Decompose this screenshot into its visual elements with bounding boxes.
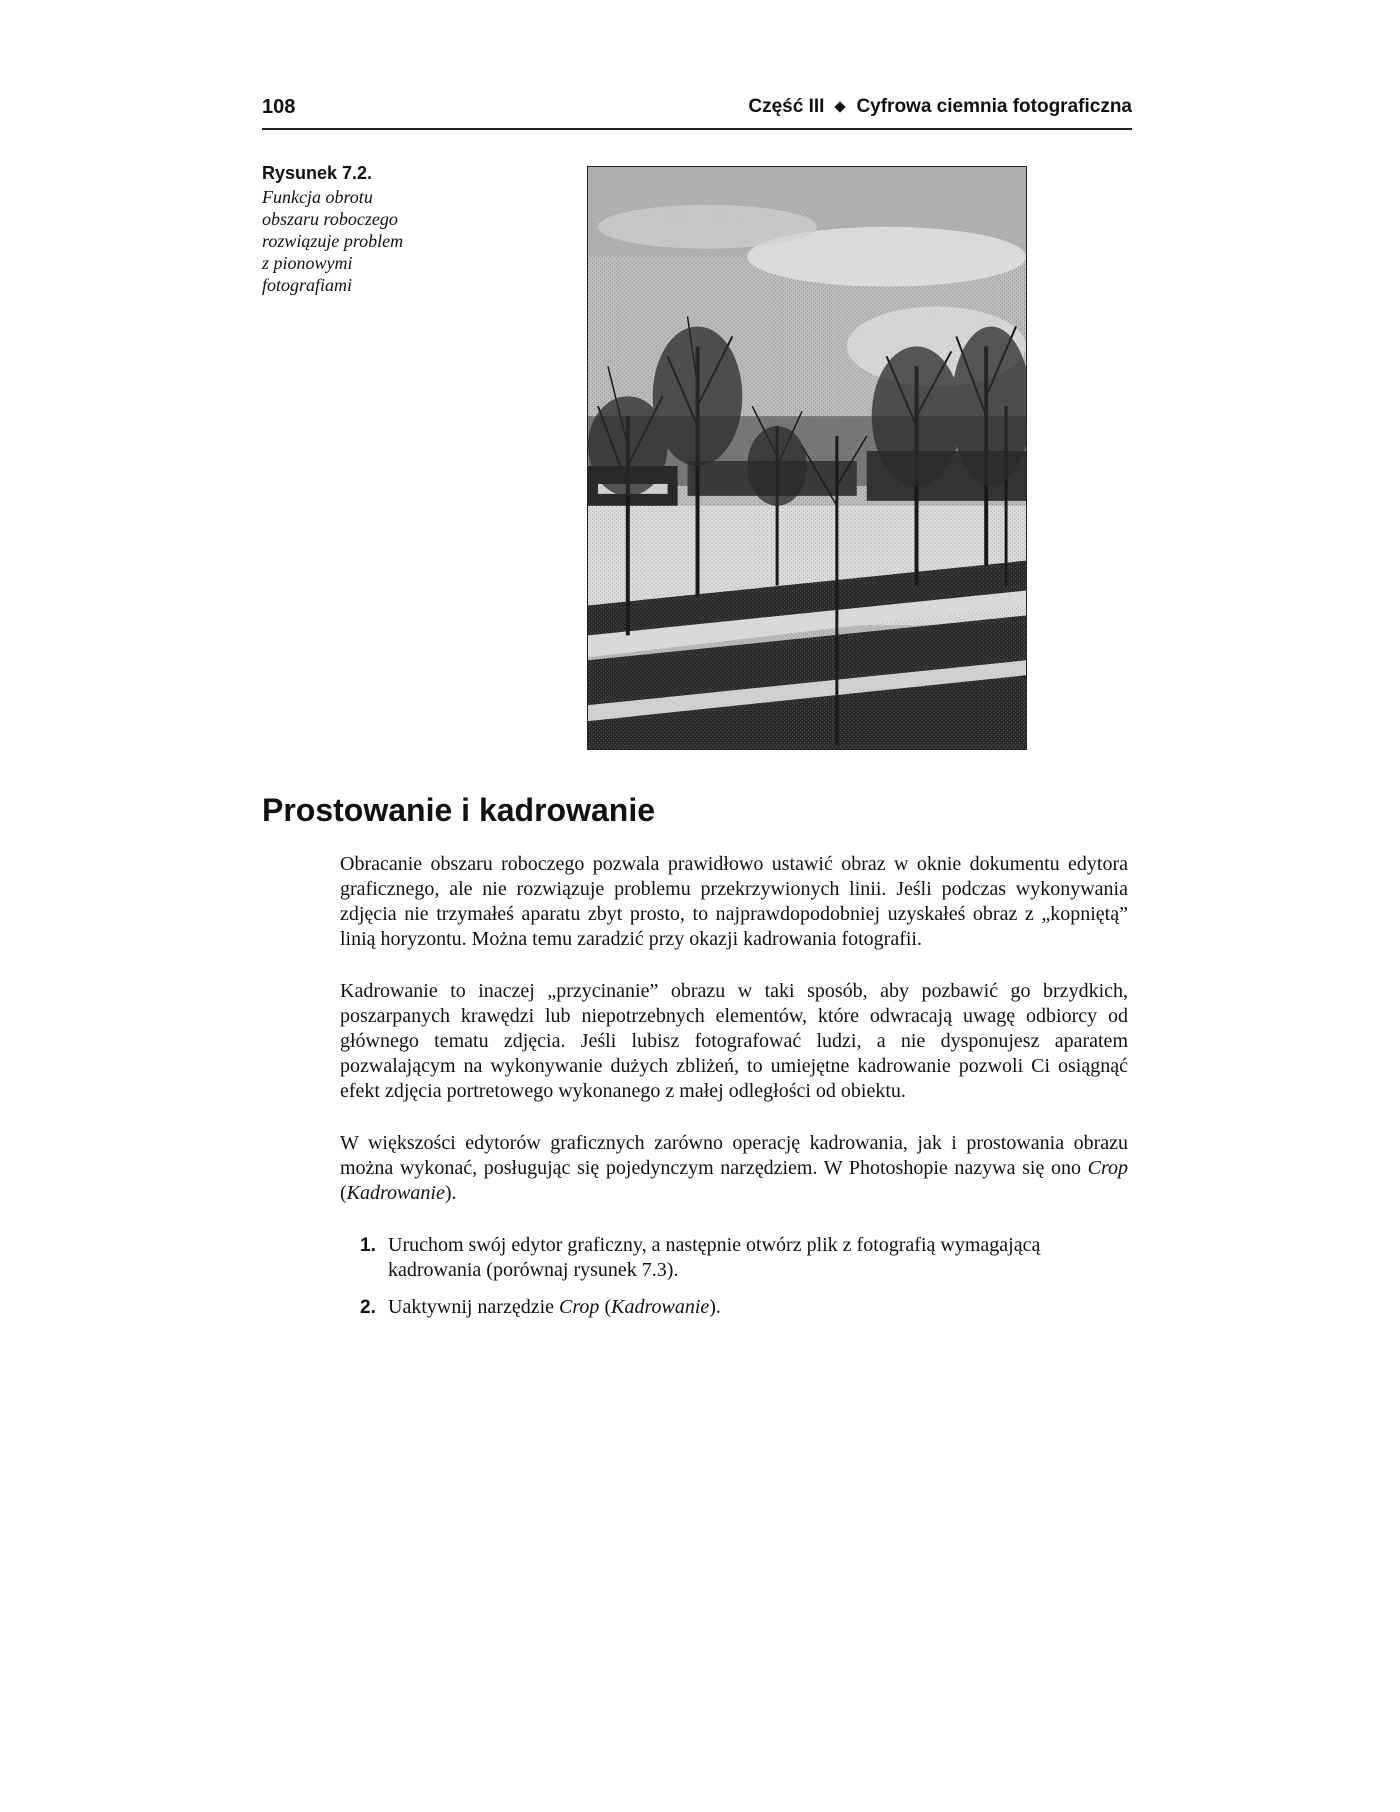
steps-list (340, 1233, 1128, 1320)
winter-photo (587, 166, 1027, 750)
paren-open: ( (599, 1296, 612, 1318)
paragraph (340, 1131, 1128, 1206)
caption-line: obszaru roboczego (262, 209, 398, 229)
caption-line: Funkcja obrotu (262, 187, 373, 207)
paren-close: ). (444, 1182, 457, 1204)
tool-name-pl: Kadrowanie (611, 1296, 710, 1318)
caption-line: rozwiązuje problem (262, 231, 404, 251)
figure-caption-text (262, 186, 462, 296)
winter-photo-illustration (588, 167, 1026, 749)
paren-open: ( (340, 1182, 347, 1204)
section-title: Prostowanie i kadrowanie (262, 792, 655, 828)
step-number: 1. (360, 1235, 376, 1256)
caption-line: z pionowymi (262, 253, 353, 273)
chapter-label: Cyfrowa ciemnia fotograficzna (856, 96, 1132, 117)
list-item (340, 1233, 1128, 1283)
step-text: Uaktywnij narzędzie (388, 1296, 560, 1318)
caption-line: fotografiami (262, 275, 353, 295)
body-text (340, 852, 1128, 1332)
tool-name-pl: Kadrowanie (346, 1182, 445, 1204)
running-title (748, 96, 1132, 118)
paragraph-text: W większości edytorów graficznych zarówno operację kadrowania, jak i prostowania obrazu można wykonać, posługując się pojedynczym narzędziem. W Photoshopie nazywa się ono (340, 1132, 1128, 1179)
page-number: 108 (262, 96, 296, 118)
running-header (262, 96, 1132, 130)
part-label: Część III (748, 96, 825, 117)
step-number: 2. (360, 1297, 376, 1318)
list-item (340, 1295, 1128, 1320)
diamond-icon (835, 101, 846, 112)
paragraph: Kadrowanie to inaczej „przycinanie” obrazu w taki sposób, aby pozbawić go brzydkich, poszarpanych krawędzi lub niepotrzebnych elementów, które odwracają uwagę odbiorcy od głównego tematu zdjęcia. Jeśli lubisz fotografować ludzi, a nie dysponujesz aparatem pozwalającym na wykonywanie dużych zbliżeń, to umiejętne kadrowanie pozwoli Ci osiągnąć efekt zdjęcia portretowego wykonanego z małej odległości od obiektu. (340, 980, 1128, 1102)
paragraph: Obracanie obszaru roboczego pozwala prawidłowo ustawić obraz w oknie dokumentu edytora graficznego, ale nie rozwiązuje problemu przekrzywionych linii. Jeśli podczas wykonywania zdjęcia nie trzymałeś aparatu zbyt prosto, to najprawdopodobniej uzyskałeś obraz z „kopniętą” linią horyzontu. Można temu zaradzić przy okazji kadrowania fotografii. (340, 853, 1128, 950)
tool-name: Crop (1087, 1157, 1128, 1179)
tool-name: Crop (559, 1296, 600, 1318)
step-text: Uruchom swój edytor graficzny, a następnie otwórz plik z fotografią wymagającą kadrowania (porównaj rysunek 7.3). (388, 1234, 1041, 1281)
figure-label: Rysunek 7.2. (262, 163, 373, 183)
figure-caption (262, 163, 462, 296)
paren-close: ). (709, 1296, 721, 1318)
